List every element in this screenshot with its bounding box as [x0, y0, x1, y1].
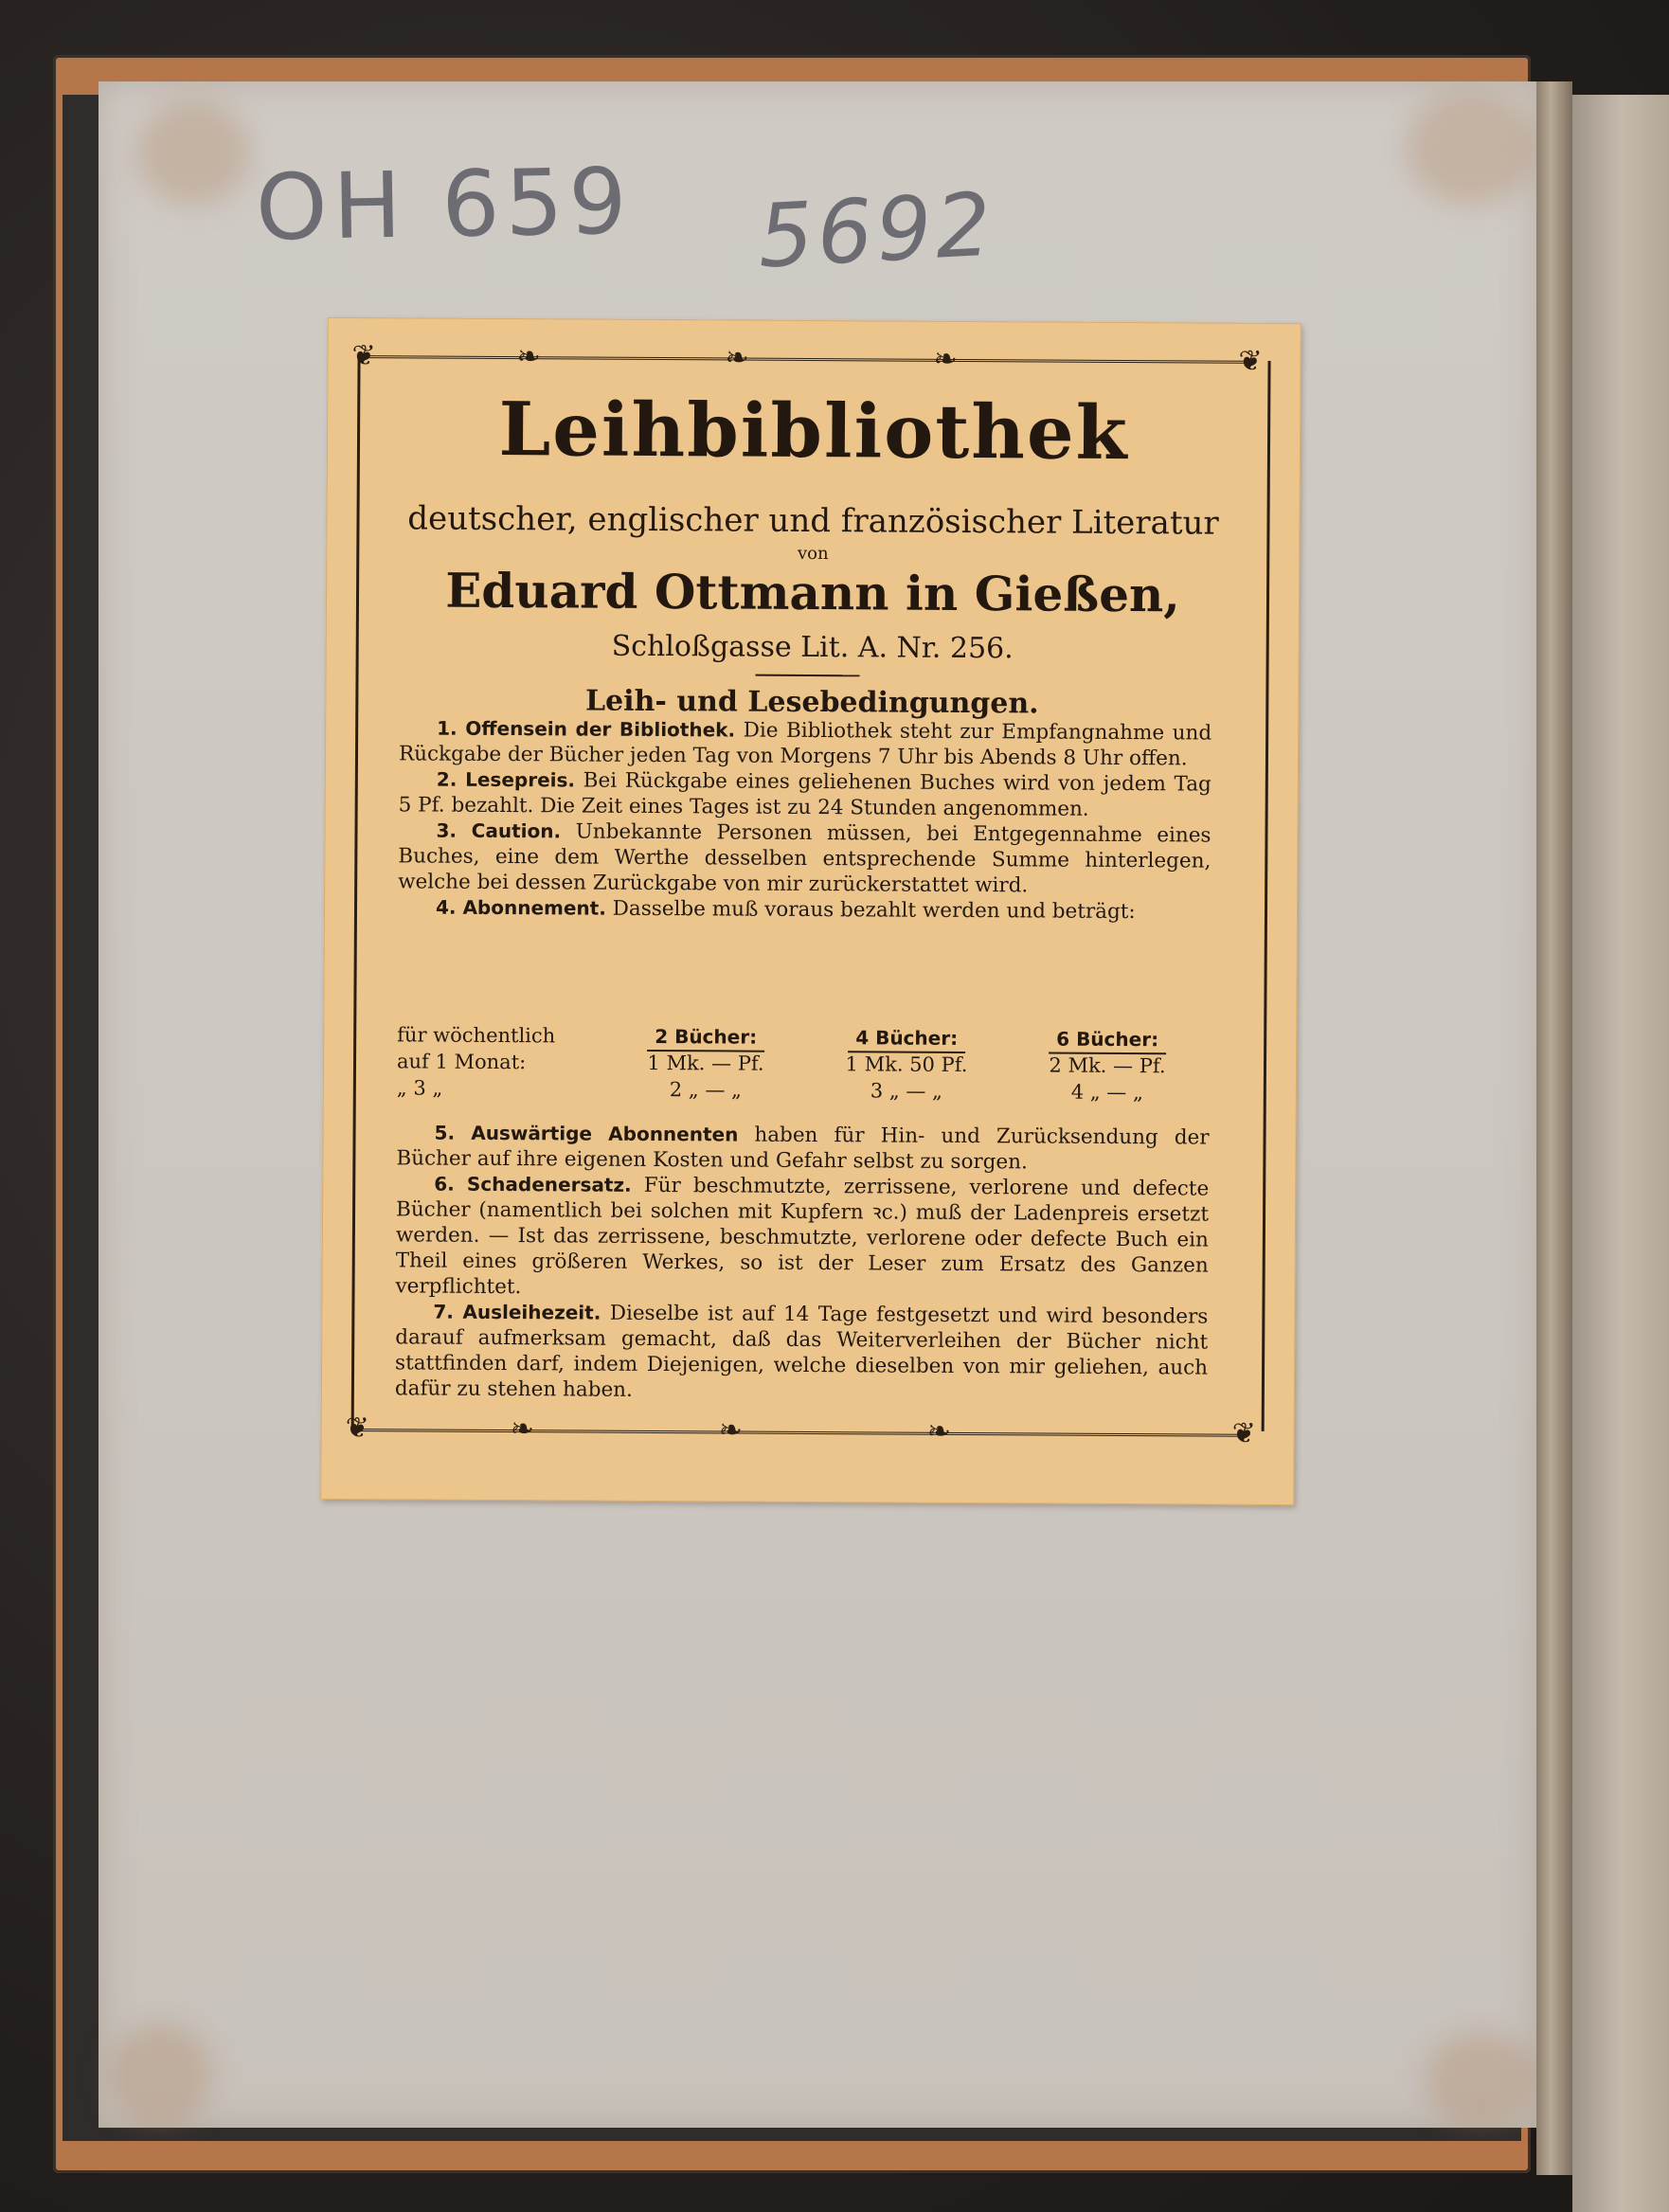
book-hinge: [1536, 81, 1572, 2175]
table-cell: 1 Mk. — Pf.: [647, 1051, 764, 1075]
rule-item: [398, 818, 1211, 899]
conditions-list-continued: [395, 1120, 1210, 1406]
rule-title: 5. Auswärtige Abonnenten: [434, 1121, 739, 1146]
ornament-icon: ❧: [926, 1414, 951, 1448]
rule-text: Bei Rückgabe eines geliehenen Buches wird von jedem Tag 5 Pf. bezahlt. Die Zeit eines Tages ist zu 24 Stunden angenommen.: [398, 768, 1211, 821]
ornament-icon: ❦: [351, 339, 376, 373]
conditions-heading: Leih- und Lesebedingungen.: [584, 684, 1039, 721]
table-row-label: für wöchentlich: [397, 1023, 556, 1048]
rule-title: 1. Offensein der Bibliothek.: [437, 716, 736, 742]
table-cell: auf 1 Monat:: [396, 1050, 527, 1074]
ornament-icon: ❧: [510, 1412, 534, 1447]
table-header: 2 Bücher:: [647, 1025, 764, 1052]
rule-item: [398, 894, 1211, 925]
label-owner: Eduard Ottmann in Gießen,: [445, 562, 1180, 623]
table-cell: 1 Mk. 50 Pf.: [845, 1052, 968, 1077]
handwritten-shelfmark: OH 659: [255, 148, 634, 261]
rule-text: Dasselbe muß voraus bezahlt werden und beträgt:: [612, 896, 1136, 925]
label-title: Leihbibliothek: [498, 386, 1129, 477]
table-row: [397, 1076, 1210, 1107]
subscription-table: [397, 1023, 1210, 1107]
rule-title: 2. Lesepreis.: [436, 767, 576, 792]
table-cell: „ 3 „: [396, 1076, 443, 1100]
table-cell: 2 Mk. — Pf.: [1049, 1053, 1166, 1078]
library-label: [320, 317, 1301, 1505]
rule-text: Die Bibliothek steht zur Empfangnahme und Rückgabe der Bücher jeden Tag von Morgens 7 Uhr bis Abends 8 Uhr offen.: [398, 718, 1212, 771]
ornament-icon: ❧: [516, 340, 541, 374]
rule-title: 6. Schadenersatz.: [434, 1172, 632, 1196]
ornament-icon: ❦: [345, 1412, 369, 1446]
ornament-icon: ❧: [933, 342, 958, 376]
ornament-icon: ❦: [1238, 344, 1263, 378]
rule-item: [395, 1299, 1209, 1406]
rule-item: [399, 766, 1211, 822]
conditions-list: [398, 715, 1211, 925]
rule-title: 3. Caution.: [436, 818, 562, 843]
handwritten-accession-number: 5692: [755, 173, 997, 288]
table-cell: 4 „ — „: [1070, 1080, 1143, 1105]
table-cell: 2 „ — „: [669, 1078, 742, 1102]
ornament-icon: ❧: [725, 341, 749, 375]
ornament-icon: ❦: [1231, 1416, 1256, 1450]
ornament-icon: ❧: [718, 1413, 743, 1448]
table-cell: 3 „ — „: [870, 1079, 942, 1103]
facing-page-edge: [1572, 95, 1669, 2212]
rule-text: Unbekannte Personen müssen, bei Entgegennahme eines Buches, eine dem Werthe desselben entsprechende Summe hinterlegen, welche bei dessen Zurückgabe von mir zurückerstattet wird.: [398, 819, 1211, 898]
rule-text: Für beschmutzte, zerrissene, verlorene und defecte Bücher (namentlich bei solchen mit Kupfern ꝛc.) muß der Ladenpreis ersetzt werden. — Ist das zerrissene, beschmutzte, verlorene oder defecte Buch ein Theil eines größeren Werkes, so ist der Leser zum Ersatz des Ganzen verpflichtet.: [395, 1173, 1210, 1300]
rule-item: [396, 1120, 1209, 1176]
table-header: 4 Bücher:: [848, 1026, 965, 1053]
rule-item: [395, 1171, 1209, 1304]
rule-title: 7. Ausleihezeit.: [433, 1300, 601, 1324]
rule-text: haben für Hin- und Zurücksendung der Bücher auf ihre eigenen Kosten und Gefahr selbst zu sorgen.: [396, 1123, 1210, 1175]
label-subtitle: deutscher, englischer und französischer Literatur: [407, 499, 1219, 543]
rule-title: 4. Abonnement.: [435, 895, 606, 920]
rule-item: [399, 715, 1211, 771]
rule-text: Dieselbe ist auf 14 Tage festgesetzt und wird besonders darauf aufmerksam gemacht, daß das Weiterverleihen der Bücher nicht stattfinden darf, indem Diejenigen, welche dieselben von mir geliehen, auch dafür zu stehen haben.: [394, 1301, 1209, 1402]
label-address: Schloßgasse Lit. A. Nr. 256.: [611, 629, 1014, 666]
label-von: von: [797, 543, 829, 565]
table-header: 6 Bücher:: [1049, 1028, 1166, 1055]
